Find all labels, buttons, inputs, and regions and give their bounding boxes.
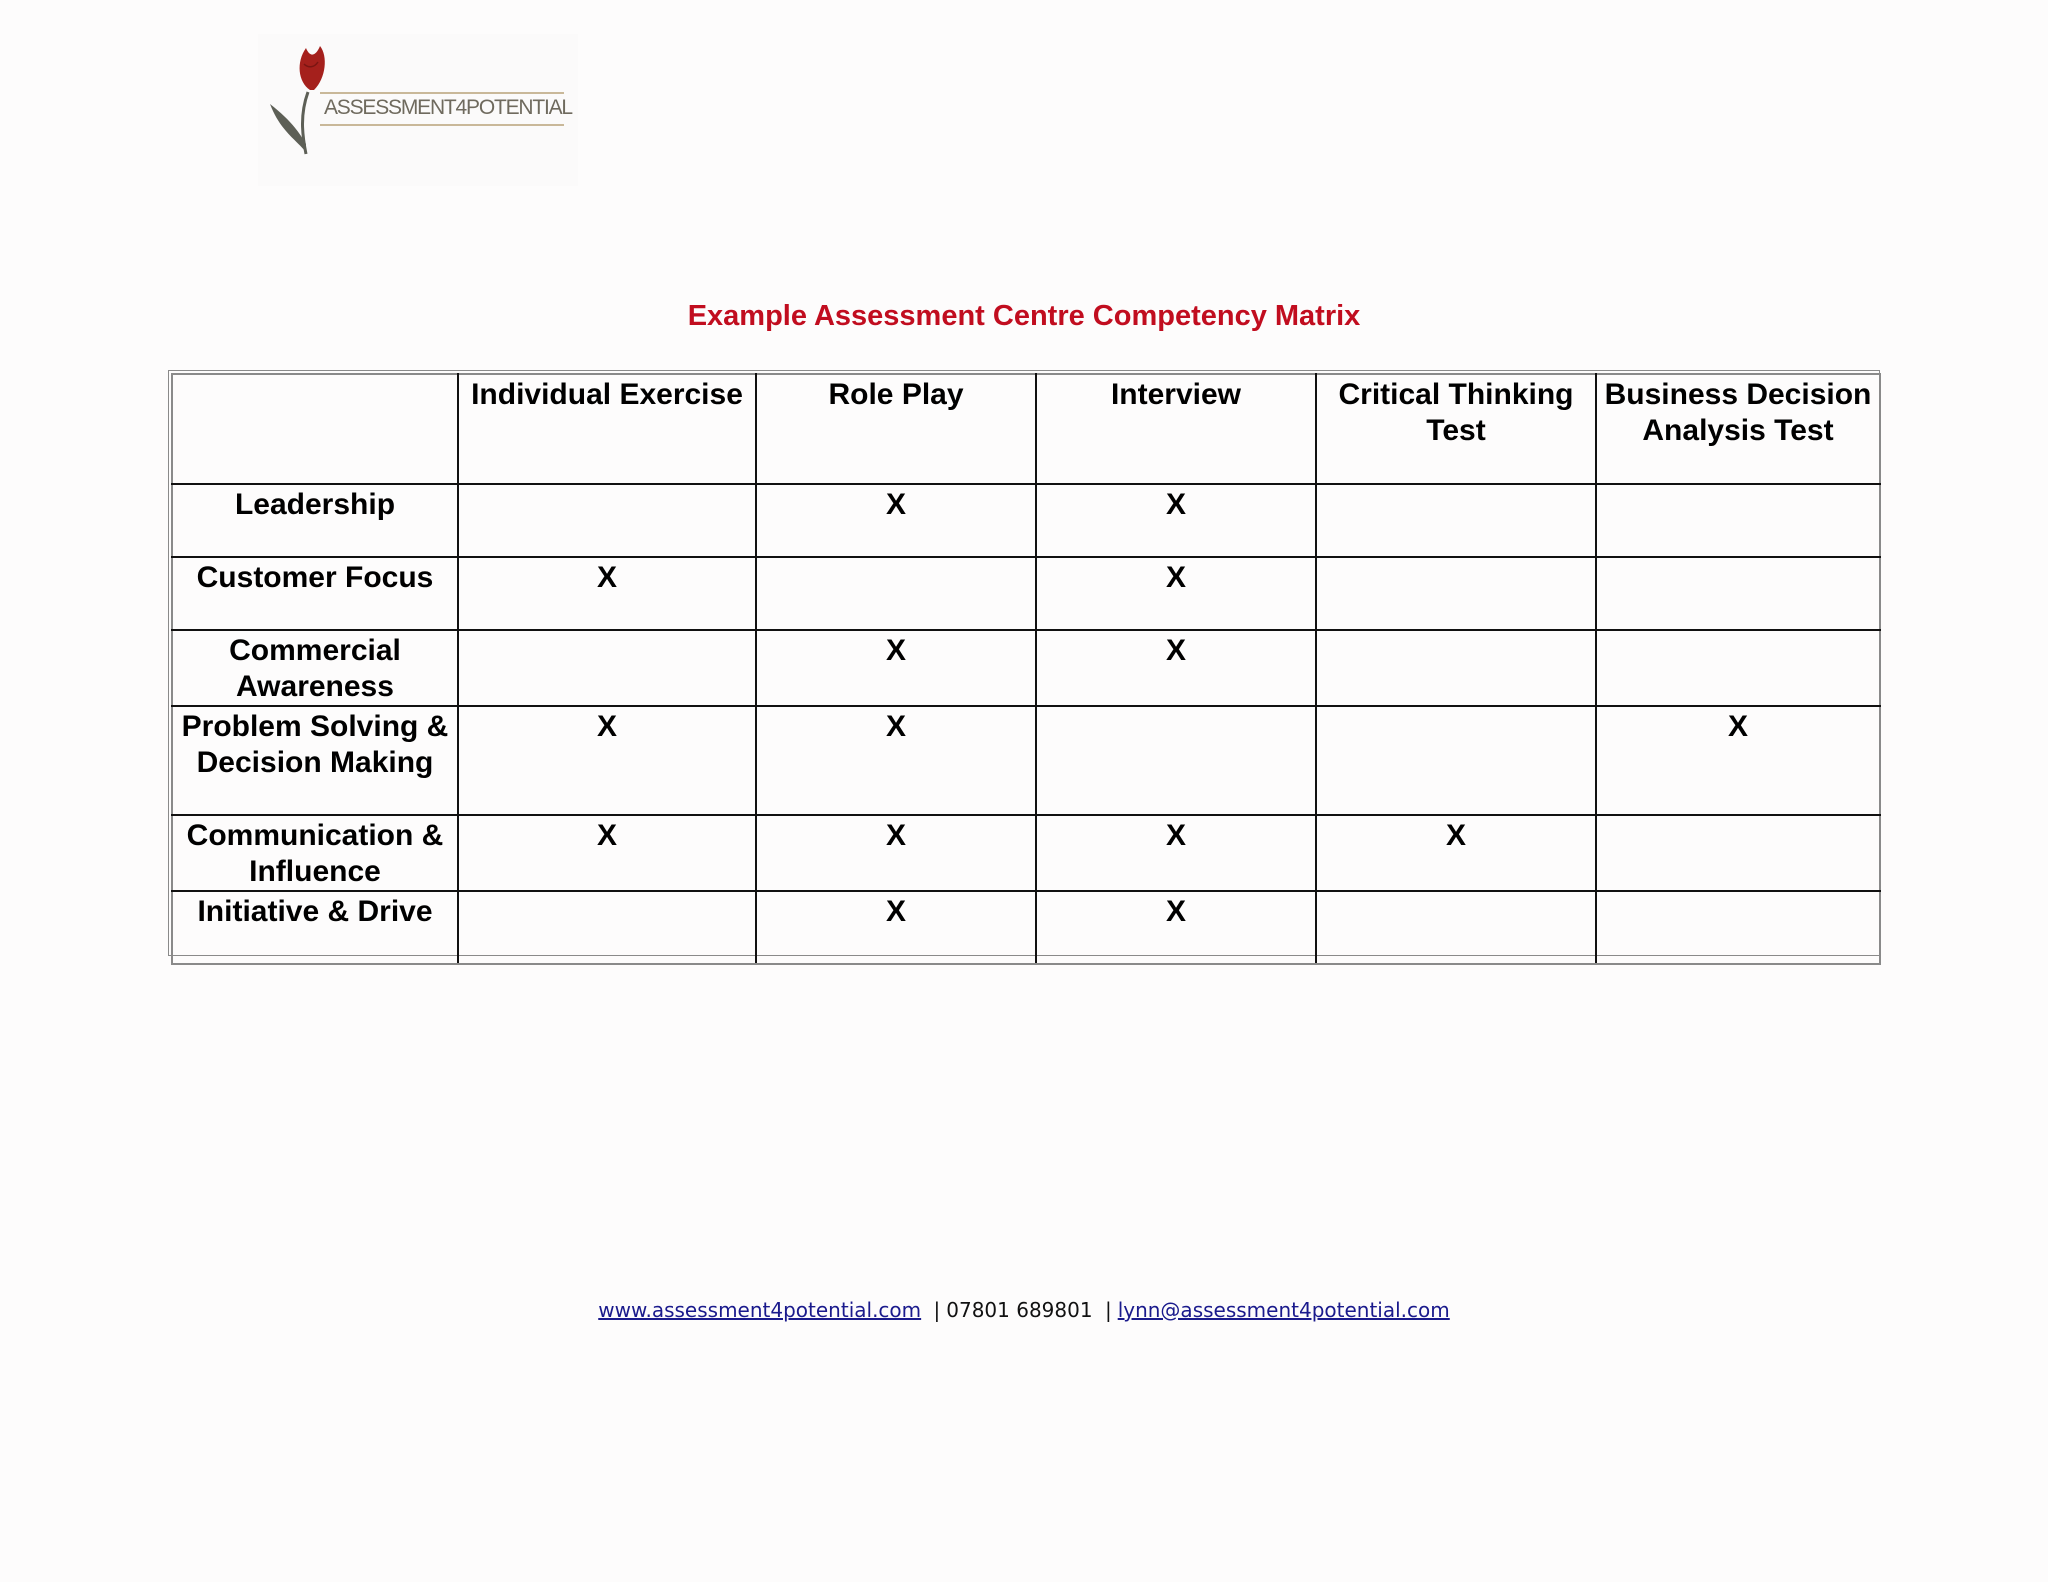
row-header: Commercial Awareness — [172, 630, 458, 706]
matrix-header-row — [172, 374, 1880, 484]
row-header: Communication & Influence — [172, 815, 458, 891]
competency-matrix — [168, 370, 1880, 956]
matrix-cell: X — [458, 815, 756, 891]
phone-number: 07801 689801 — [946, 1298, 1093, 1322]
matrix-row-problem-solving — [172, 706, 1880, 815]
matrix-cell: X — [1316, 815, 1596, 891]
matrix-cell — [756, 557, 1036, 630]
column-header-critical-thinking-test: Critical Thinking Test — [1316, 374, 1596, 484]
page-footer — [0, 1298, 2048, 1322]
matrix-row-commercial-awareness — [172, 630, 1880, 706]
matrix-cell — [1596, 557, 1880, 630]
matrix-cell: X — [1036, 630, 1316, 706]
matrix-cell — [458, 484, 756, 557]
row-header: Leadership — [172, 484, 458, 557]
matrix-cell — [1316, 891, 1596, 964]
matrix-row-communication — [172, 815, 1880, 891]
footer-separator: | — [1104, 1298, 1112, 1322]
matrix-corner-cell — [172, 374, 458, 484]
matrix-row-leadership — [172, 484, 1880, 557]
column-header-role-play: Role Play — [756, 374, 1036, 484]
matrix-cell — [1316, 630, 1596, 706]
matrix-row-customer-focus — [172, 557, 1880, 630]
matrix-cell: X — [1036, 557, 1316, 630]
logo-wordmark: ASSESSMENT4POTENTIAL — [324, 96, 572, 119]
row-header: Customer Focus — [172, 557, 458, 630]
matrix-cell: X — [756, 815, 1036, 891]
logo-rule-top — [320, 92, 564, 94]
matrix-cell: X — [756, 630, 1036, 706]
matrix-cell: X — [1036, 815, 1316, 891]
matrix-cell: X — [458, 706, 756, 815]
row-header: Initiative & Drive — [172, 891, 458, 964]
matrix-cell — [458, 630, 756, 706]
email-link[interactable]: lynn@assessment4potential.com — [1117, 1298, 1450, 1322]
matrix-cell — [1596, 891, 1880, 964]
matrix-cell: X — [756, 891, 1036, 964]
document-title: Example Assessment Centre Competency Matrix — [687, 300, 1361, 332]
matrix-row-initiative-drive — [172, 891, 1880, 964]
column-header-business-decision-analysis-test: Business Decision Analysis Test — [1596, 374, 1880, 484]
matrix-cell — [1036, 706, 1316, 815]
matrix-cell: X — [1596, 706, 1880, 815]
matrix-cell — [1316, 706, 1596, 815]
matrix-cell — [458, 891, 756, 964]
column-header-individual-exercise: Individual Exercise — [458, 374, 756, 484]
column-header-interview: Interview — [1036, 374, 1316, 484]
matrix-cell — [1596, 630, 1880, 706]
footer-separator: | — [933, 1298, 941, 1322]
matrix-cell — [1596, 484, 1880, 557]
matrix-cell: X — [458, 557, 756, 630]
matrix-cell — [1316, 557, 1596, 630]
matrix-cell: X — [756, 484, 1036, 557]
matrix-cell — [1596, 815, 1880, 891]
matrix-cell — [1316, 484, 1596, 557]
company-logo — [258, 34, 578, 186]
matrix-cell: X — [1036, 891, 1316, 964]
row-header: Problem Solving & Decision Making — [172, 706, 458, 815]
logo-rule-bottom — [320, 124, 564, 126]
matrix-cell: X — [1036, 484, 1316, 557]
website-link[interactable]: www.assessment4potential.com — [598, 1298, 922, 1322]
matrix-cell: X — [756, 706, 1036, 815]
